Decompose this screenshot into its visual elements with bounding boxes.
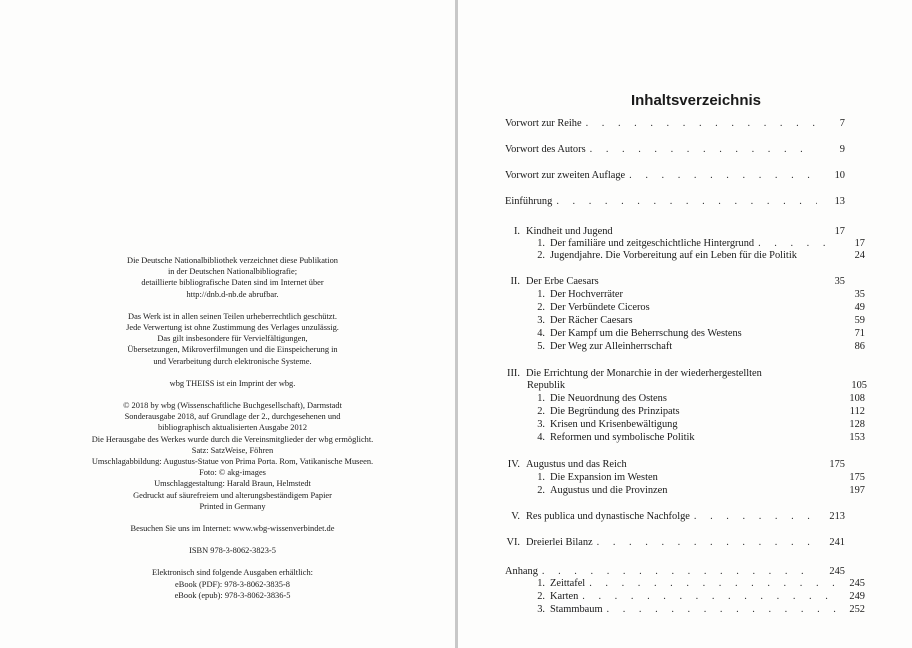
imprint-text	[60, 255, 405, 601]
toc-entry-page: 213	[829, 511, 845, 522]
toc-entry-number: 2.	[537, 302, 545, 313]
toc-entry-page: 128	[849, 419, 865, 430]
toc-entry[interactable]	[505, 471, 865, 485]
toc-entry-page: 17	[834, 226, 845, 237]
toc-entry-page: 245	[829, 566, 845, 577]
toc-entry-label: Karten	[550, 591, 579, 602]
imprint-line: Elektronisch sind folgende Ausgaben erhältlich:	[152, 568, 313, 578]
toc-entry-number: 3.	[537, 604, 545, 615]
imprint-line: Das Werk ist in allen seinen Teilen urheberrechtlich geschützt.	[128, 311, 337, 321]
toc-entry-page: 13	[834, 196, 845, 207]
toc-entry[interactable]	[505, 340, 865, 354]
toc-dot-leader	[607, 603, 837, 617]
toc-dot-leader	[694, 510, 817, 524]
toc-entry-number: 4.	[537, 328, 545, 339]
toc-entry-page: 59	[854, 315, 865, 326]
toc-entry-number: III.	[507, 368, 520, 379]
toc-entry[interactable]	[505, 195, 845, 209]
toc-entry[interactable]	[505, 536, 845, 550]
toc-entry-number: VI.	[506, 537, 520, 548]
imprint-line: in der Deutschen Nationalbibliografie;	[167, 267, 298, 277]
toc-dot-leader	[590, 143, 817, 157]
toc-entry-label: Die Begründung des Prinzipats	[550, 406, 680, 417]
toc-entry-number: 3.	[537, 315, 545, 326]
imprint-line: Besuchen Sie uns im Internet: www.wbg-wissenverbindet.de	[130, 524, 335, 534]
imprint-block	[60, 567, 405, 601]
toc-entry-label: Republik	[527, 380, 566, 391]
imprint-block	[60, 378, 405, 389]
toc-entry[interactable]	[505, 143, 845, 157]
toc-entry-number: 4.	[537, 432, 545, 443]
toc-entry-page: 112	[849, 406, 865, 417]
toc-entry-page: 35	[854, 289, 865, 300]
toc-entry[interactable]	[505, 405, 865, 419]
imprint-line: Jede Verwertung ist ohne Zustimmung des Verlages unzulässig.	[126, 323, 339, 333]
toc-entry-number: 1.	[537, 289, 545, 300]
toc-entry[interactable]	[505, 458, 845, 472]
toc-entry[interactable]	[505, 590, 865, 604]
toc-entry-label: Der Erbe Caesars	[526, 276, 599, 287]
toc-entry-label: Der Weg zur Alleinherrschaft	[550, 341, 673, 352]
toc-entry-page: 241	[829, 537, 845, 548]
toc-title: Inhaltsverzeichnis	[630, 92, 762, 109]
imprint-line: Die Deutsche Nationalbibliothek verzeichnet diese Publikation	[127, 256, 338, 265]
toc-entry-number: 2.	[537, 406, 545, 417]
toc-entry-label: Krisen und Krisenbewältigung	[550, 419, 678, 430]
toc-entry[interactable]	[505, 169, 845, 183]
imprint-line: Die Herausgabe des Werkes wurde durch die Vereinsmitglieder der wbg ermöglicht.	[91, 434, 374, 444]
toc-entry-page: 108	[849, 393, 865, 404]
toc-entry-number: 2.	[537, 250, 545, 261]
toc-entry-number: 2.	[537, 591, 545, 602]
toc-entry[interactable]	[505, 577, 865, 591]
imprint-line: bibliographisch aktualisierten Ausgabe 2012	[157, 423, 308, 433]
toc-entry-page: 175	[849, 472, 865, 483]
toc-entry-label: Augustus und die Provinzen	[550, 485, 668, 496]
toc-entry-label: Der Kampf um die Beherrschung des Westens	[550, 328, 742, 339]
imprint-page	[0, 0, 455, 648]
toc-entry-label: Res publica und dynastische Nachfolge	[526, 511, 690, 522]
toc-entry-label: Vorwort zur zweiten Auflage	[505, 170, 626, 181]
toc-entry-label: Die Errichtung der Monarchie in der wiederhergestellten	[526, 368, 762, 379]
toc-entry-label: Anhang	[505, 566, 538, 577]
toc-entry-label: Dreierlei Bilanz	[526, 537, 593, 548]
toc-entry-label: Die Expansion im Westen	[550, 472, 658, 483]
toc-entry-label: Der Hochverräter	[550, 289, 623, 300]
toc-entry-page: 153	[849, 432, 865, 443]
toc-entry-label: Der familiäre und zeitgeschichtliche Hintergrund	[550, 238, 755, 249]
toc-entry-label: Der Verbündete Ciceros	[550, 302, 650, 313]
imprint-line: © 2018 by wbg (Wissenschaftliche Buchgesellschaft), Darmstadt	[123, 401, 342, 411]
toc-entry[interactable]	[505, 301, 865, 315]
toc-entry-label: Einführung	[505, 196, 553, 207]
toc-dot-leader	[589, 577, 837, 591]
toc-entry-number: I.	[513, 226, 520, 237]
toc-dot-leader	[586, 117, 817, 131]
toc-entry[interactable]	[505, 392, 865, 406]
toc-entry-number: 1.	[537, 472, 545, 483]
toc-entry-page: 245	[849, 578, 865, 589]
imprint-block	[60, 400, 405, 512]
imprint-line: Übersetzungen, Mikroverfilmungen und die Einspeicherung in	[127, 345, 338, 355]
toc-entry[interactable]	[505, 418, 865, 432]
toc-entry[interactable]	[505, 603, 865, 617]
imprint-block	[60, 311, 405, 367]
imprint-line: wbg THEISS ist ein Imprint der wbg.	[169, 378, 296, 388]
imprint-line: eBook (epub): 978-3-8062-3836-5	[174, 590, 291, 600]
toc-entry-number: 3.	[537, 419, 545, 430]
toc-dot-leader	[582, 590, 837, 604]
toc-entry[interactable]	[505, 484, 865, 498]
toc-entry-page: 71	[854, 328, 865, 339]
toc-entry-page: 197	[849, 485, 865, 496]
imprint-line: und Verarbeitung durch elektronische Systeme.	[153, 356, 312, 366]
imprint-line: Sonderausgabe 2018, auf Grundlage der 2., durchgesehenen und	[124, 412, 341, 422]
toc-entry-page: 24	[854, 250, 865, 261]
toc-entry-page: 7	[839, 118, 845, 129]
toc-entry[interactable]	[505, 288, 865, 302]
imprint-line: Gedruckt auf säurefreiem und alterungsbeständigem Papier	[133, 490, 332, 500]
imprint-line: Printed in Germany	[199, 501, 266, 511]
toc-entry-label: Der Rächer Caesars	[550, 315, 633, 326]
toc-entry-page: 10	[834, 170, 845, 181]
toc-entry-page: 9	[839, 144, 845, 155]
toc-entry[interactable]	[505, 327, 865, 341]
toc-entry-label: Zeittafel	[550, 578, 586, 589]
toc-entry-label: Augustus und das Reich	[526, 459, 627, 470]
toc-entry-page: 105	[851, 380, 867, 391]
toc-entry[interactable]	[505, 249, 865, 263]
toc-entry-label: Stammbaum	[550, 604, 603, 615]
imprint-line: detaillierte bibliografische Daten sind im Internet über	[141, 278, 324, 288]
toc-entry-number: 5.	[537, 341, 545, 352]
toc-entry[interactable]	[505, 510, 845, 524]
imprint-block	[60, 255, 405, 300]
toc-entry-page: 249	[849, 591, 865, 602]
imprint-line: Umschlaggestaltung: Harald Braun, Helmstedt	[154, 479, 311, 489]
imprint-line: Satz: SatzWeise, Föhren	[191, 445, 274, 455]
toc-entry-label: Vorwort zur Reihe	[505, 118, 582, 129]
toc-entry-page: 35	[834, 276, 845, 287]
imprint-line: Foto: © akg-images	[199, 468, 266, 478]
imprint-line: Umschlagabbildung: Augustus-Statue von Prima Porta. Rom, Vatikanische Museen.	[91, 457, 374, 467]
toc-entry-label: Reformen und symbolische Politik	[550, 432, 695, 443]
imprint-line: eBook (PDF): 978-3-8062-3835-8	[175, 579, 290, 589]
imprint-line: http://dnb.d-nb.de abrufbar.	[186, 289, 279, 299]
toc-entry-page: 17	[854, 238, 865, 249]
toc-entry-number: IV.	[507, 459, 520, 470]
toc-entry-number: 1.	[537, 238, 545, 249]
toc-entry-label: Vorwort des Autors	[505, 144, 586, 155]
toc-dot-leader	[556, 195, 817, 209]
toc-entry-number: 2.	[537, 485, 545, 496]
imprint-block	[60, 523, 405, 534]
toc-dot-leader	[629, 169, 817, 183]
imprint-block	[60, 545, 405, 556]
toc-entry-label: Jugendjahre. Die Vorbereitung auf ein Leben für die Politik	[550, 250, 797, 261]
toc-entry[interactable]	[505, 275, 845, 289]
toc-entry-page: 175	[829, 459, 845, 470]
imprint-line: ISBN 978-3-8062-3823-5	[189, 546, 276, 556]
toc-entry-number: V.	[511, 511, 520, 522]
toc-entry-number: II.	[510, 276, 520, 287]
toc-dot-leader	[597, 536, 817, 550]
toc-entry[interactable]	[505, 431, 865, 445]
toc-entry-page: 49	[854, 302, 865, 313]
toc-entry[interactable]	[505, 314, 865, 328]
toc-entry[interactable]	[505, 117, 845, 131]
toc-entry-page: 86	[854, 341, 865, 352]
toc-entry-label: Die Neuordnung des Ostens	[550, 393, 667, 404]
toc-entry-number: 1.	[537, 393, 545, 404]
toc-entry-page: 252	[849, 604, 865, 615]
toc-entry-number: 1.	[537, 578, 545, 589]
imprint-line: Das gilt insbesondere für Vervielfältigungen,	[157, 334, 308, 344]
toc-entry-label: Kindheit und Jugend	[526, 226, 613, 237]
toc-entry[interactable]	[505, 379, 867, 393]
